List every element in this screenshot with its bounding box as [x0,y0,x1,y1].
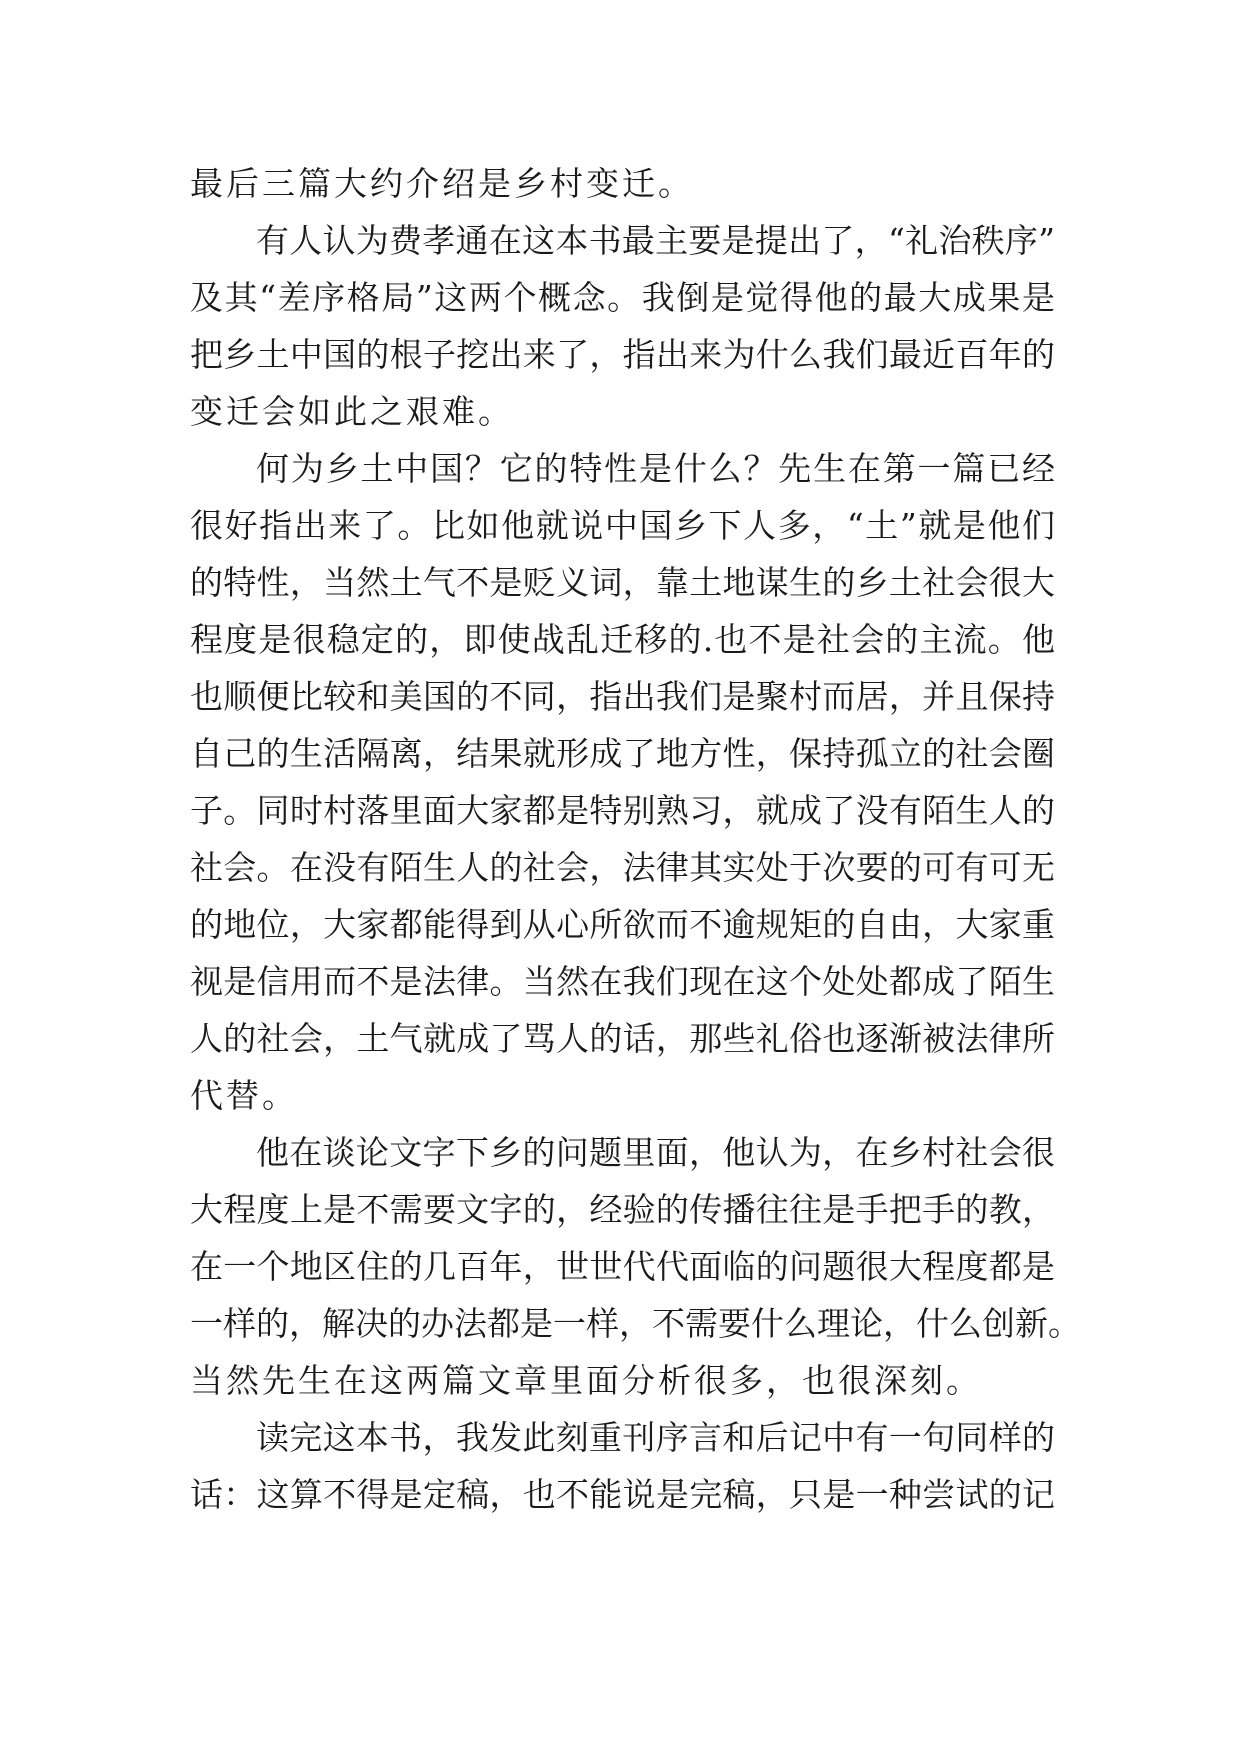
paragraph-first-line: 有人认为费孝通在这本书最主要是提出了，“礼治秩序” [256,221,1055,260]
text-line: 大程度上是不需要文字的，经验的传播往往是手把手的教， [190,1190,1055,1229]
text-line: 把乡土中国的根子挖出来了，指出来为什么我们最近百年的 [190,335,1055,374]
text-line: 代替。 [190,1076,298,1115]
paragraph-first-line: 何为乡土中国？它的特性是什么？先生在第一篇已经 [256,449,1055,488]
text-line: 人的社会，土气就成了骂人的话，那些礼俗也逐渐被法律所 [190,1019,1055,1058]
text-line: 也顺便比较和美国的不同，指出我们是聚村而居，并且保持 [190,677,1055,716]
text-line: 子。同时村落里面大家都是特别熟习，就成了没有陌生人的 [190,791,1055,830]
text-line: 话：这算不得是定稿，也不能说是完稿，只是一种尝试的记 [190,1475,1055,1514]
text-line: 当然先生在这两篇文章里面分析很多，也很深刻。 [190,1361,982,1400]
text-line: 变迁会如此之艰难。 [190,392,514,431]
text-line: 一样的，解决的办法都是一样，不需要什么理论，什么创新。 [190,1304,1081,1343]
text-line: 的特性，当然土气不是贬义词，靠土地谋生的乡土社会很大 [190,563,1055,602]
text-line: 社会。在没有陌生人的社会，法律其实处于次要的可有可无 [190,848,1055,887]
text-line: 最后三篇大约介绍是乡村变迁。 [190,164,694,203]
text-line: 视是信用而不是法律。当然在我们现在这个处处都成了陌生 [190,962,1055,1001]
paragraph-first-line: 读完这本书，我发此刻重刊序言和后记中有一句同样的 [256,1418,1055,1457]
text-line: 及其“差序格局”这两个概念。我倒是觉得他的最大成果是 [190,278,1055,317]
text-line: 在一个地区住的几百年，世世代代面临的问题很大程度都是 [190,1247,1055,1286]
document-body [190,155,1081,1523]
paragraph-first-line: 他在谈论文字下乡的问题里面，他认为，在乡村社会很 [256,1133,1055,1172]
text-line: 的地位，大家都能得到从心所欲而不逾规矩的自由，大家重 [190,905,1055,944]
text-line: 很好指出来了。比如他就说中国乡下人多，“土”就是他们 [190,506,1055,545]
text-line: 程度是很稳定的，即使战乱迁移的.也不是社会的主流。他 [190,620,1055,659]
text-line: 自己的生活隔离，结果就形成了地方性，保持孤立的社会圈 [190,734,1055,773]
